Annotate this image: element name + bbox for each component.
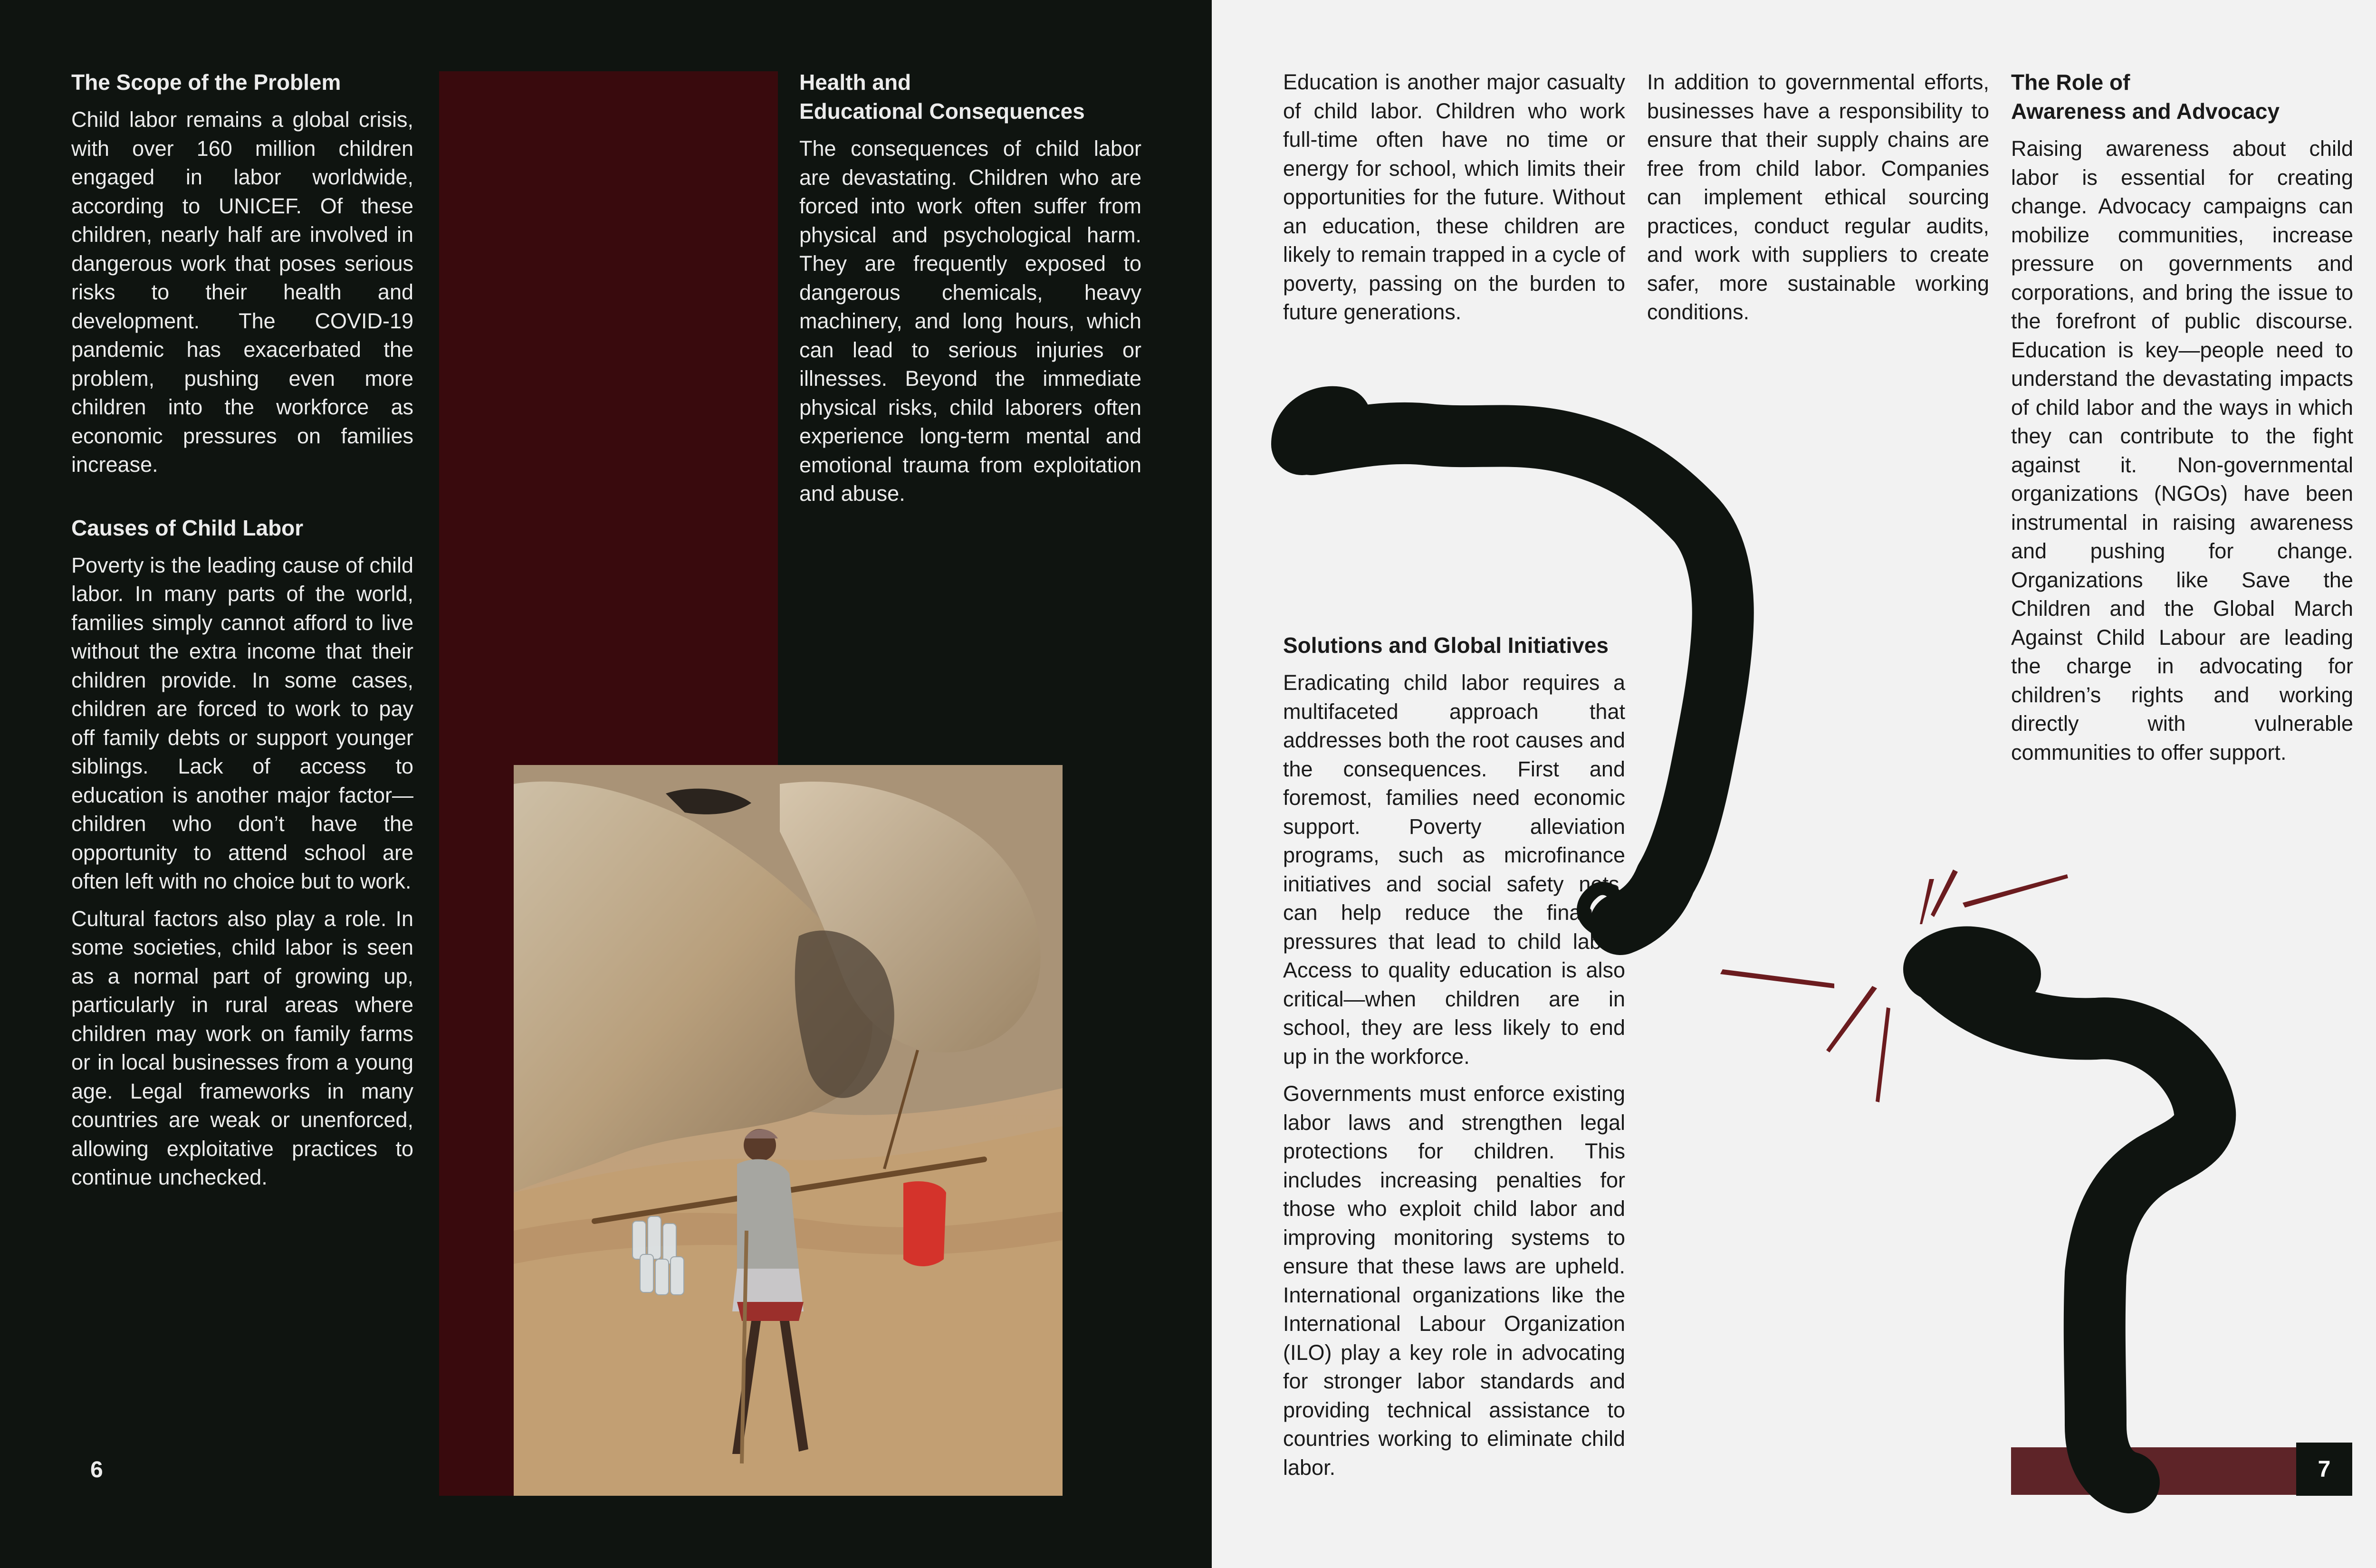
health-heading: Health and Educational Consequences — [799, 70, 1085, 124]
page-number-right: 7 — [2296, 1443, 2352, 1496]
health-column — [799, 68, 1141, 517]
health-body: The consequences of child labor are devastating. Children who are forced into work often suffer from physical and psychological harm. They are frequently exposed to dangerous chemicals, heavy machinery, and long hours, which can lead to serious injuries or illnesses. Beyond the immediate physical risks, child laborers often experience long-term mental and emotional trauma from exploitation and abuse. — [799, 136, 1141, 506]
solutions-column — [1283, 631, 1625, 1491]
page-number-left: 6 — [90, 1457, 103, 1482]
solutions-paragraph-1: Eradicating child labor requires a multifaceted approach that addresses both the root causes and the consequences. First and foremost, families need economic support. Poverty alleviation programs, such as microfinance initiatives and social safety nets, can help reduce the financial pressures that lead to child labor. Access to quality education is also critical—when children are in school, they are less likely to end up in the workforce. — [1283, 670, 1625, 1069]
child-worker-photo — [514, 765, 1063, 1496]
footer-accent-bar — [2011, 1447, 2296, 1495]
scope-body: Child labor remains a global crisis, with over 160 million children engaged in labor worldwide, according to UNICEF. Of these children, nearly half are involved in dangerous work that poses serious risks to their health and development. The COVID-19 pandemic has exacerbated the problem, pushing even more children into the workforce as economic pressures on families increase. — [71, 107, 413, 477]
scope-section — [71, 68, 413, 479]
causes-heading: Causes of Child Labor — [71, 515, 304, 540]
photo-illustration — [514, 765, 1063, 1496]
causes-paragraph-1: Poverty is the leading cause of child labor. In many parts of the world, families simply cannot afford to live without the extra income that their children provide. In some cases, children are forced to work to pay off family debts or support younger siblings. Lack of access to education is another major factor—children who don’t have the opportunity to attend school are often left with no choice but to work. — [71, 553, 413, 893]
education-body: Education is another major casualty of child labor. Children who work full-time often have no time or energy for school, which limits their opportunities for the future. Without an education, these children are likely to remain trapped in a cycle of poverty, passing on the burden to future generations. — [1283, 70, 1625, 324]
scope-heading: The Scope of the Problem — [71, 70, 341, 95]
business-column — [1647, 68, 1989, 335]
causes-section — [71, 514, 413, 1192]
left-column — [71, 68, 413, 1226]
solutions-heading: Solutions and Global Initiatives — [1283, 633, 1609, 658]
business-body: In addition to governmental efforts, businesses have a responsibility to ensure that their supply chains are free from child labor. Companies can implement ethical sourcing practices, conduct regular audits, and work with suppliers to create safer, more sustainable working conditions. — [1647, 70, 1989, 324]
solutions-paragraph-2: Governments must enforce existing labor laws and strengthen legal protections for children. This includes increasing penalties for those who exploit child labor and improving monitoring systems to ensure that these laws are upheld. International organizations like the International Labour Organization (ILO) play a key role in advocating for stronger labor standards and providing technical assistance to countries working to eliminate child labor. — [1283, 1081, 1625, 1480]
education-column — [1283, 68, 1625, 335]
right-page — [1212, 0, 2376, 1568]
awareness-column — [2011, 68, 2353, 775]
causes-paragraph-2: Cultural factors also play a role. In some societies, child labor is seen as a normal part of growing up, particularly in rural areas where children may work on family farms or in local businesses from a young age. Legal frameworks in many countries are weak or unenforced, allowing exploitative practices to continue unchecked. — [71, 906, 413, 1189]
awareness-body: Raising awareness about child labor is essential for creating change. Advocacy campaigns can mobilize communities, increase pressure on governments and corporations, and bring the issue to the forefront of public discourse. Education is key—people need to understand the devastating impacts of child labor and the ways in which they can contribute to the fight against it. Non-governmental organizations (NGOs) have been instrumental in raising awareness and pushing for change. Organizations like Save the Children and the Global March Against Child Labour are leading the charge in advocating for children’s rights and working directly with vulnerable communities to offer support. — [2011, 136, 2353, 765]
awareness-heading: The Role of Awareness and Advocacy — [2011, 70, 2280, 124]
